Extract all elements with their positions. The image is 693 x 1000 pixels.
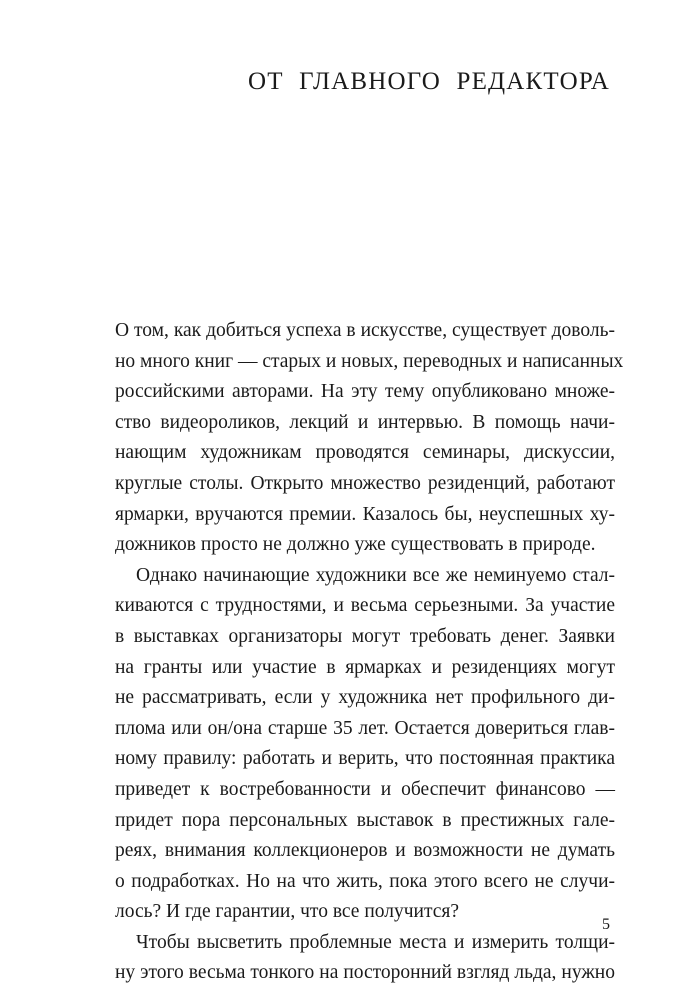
text-line: Однако начинающие художники все же неминуемо стал-	[136, 564, 615, 586]
text-line: лось? И где гарантии, что все получится?	[115, 901, 460, 923]
text-line: ну этого весьма тонкого на посторонний взгляд льда, нужно	[115, 962, 615, 984]
text-line: не рассматривать, если у художника нет профильного ди-	[115, 687, 615, 709]
page-title: ОТ ГЛАВНОГО РЕДАКТОРА	[248, 68, 610, 95]
body-text	[115, 316, 624, 989]
text-line: Чтобы высветить проблемные места и измерить толщи-	[136, 931, 615, 953]
text-line: на гранты или участие в ярмарках и резиденциях могут	[115, 656, 615, 678]
text-line: придет пора персональных выставок в престижных гале-	[115, 809, 615, 831]
text-line: но много книг — старых и новых, переводных и написанных	[115, 350, 624, 372]
text-line: в выставках организаторы могут требовать денег. Заявки	[115, 625, 615, 647]
text-line: приведет к востребованности и обеспечит финансово —	[115, 778, 615, 800]
text-line: киваются с трудностями, и весьма серьезными. За участие	[115, 595, 615, 617]
text-line: круглые столы. Открыто множество резиденций, работают	[115, 472, 615, 494]
text-line: реях, внимания коллекционеров и возможности не думать	[115, 840, 615, 862]
text-line: о подработках. Но на что жить, пока этого всего не случи-	[115, 870, 615, 892]
page-number: 5	[602, 916, 610, 933]
text-line: ярмарки, вручаются премии. Казалось бы, неуспешных ху-	[115, 503, 615, 525]
text-line: плома или он/она старше 35 лет. Остается довериться глав-	[115, 717, 615, 739]
text-line: ному правилу: работать и верить, что постоянная практика	[115, 748, 615, 770]
text-line: ство видеороликов, лекций и интервью. В помощь начи-	[115, 411, 615, 433]
text-line: нающим художникам проводятся семинары, дискуссии,	[115, 442, 615, 464]
text-line: О том, как добиться успеха в искусстве, существует доволь-	[115, 320, 615, 341]
text-line: российскими авторами. На эту тему опубликовано множе-	[115, 381, 615, 403]
text-line: дожников просто не должно уже существовать в природе.	[115, 534, 596, 556]
